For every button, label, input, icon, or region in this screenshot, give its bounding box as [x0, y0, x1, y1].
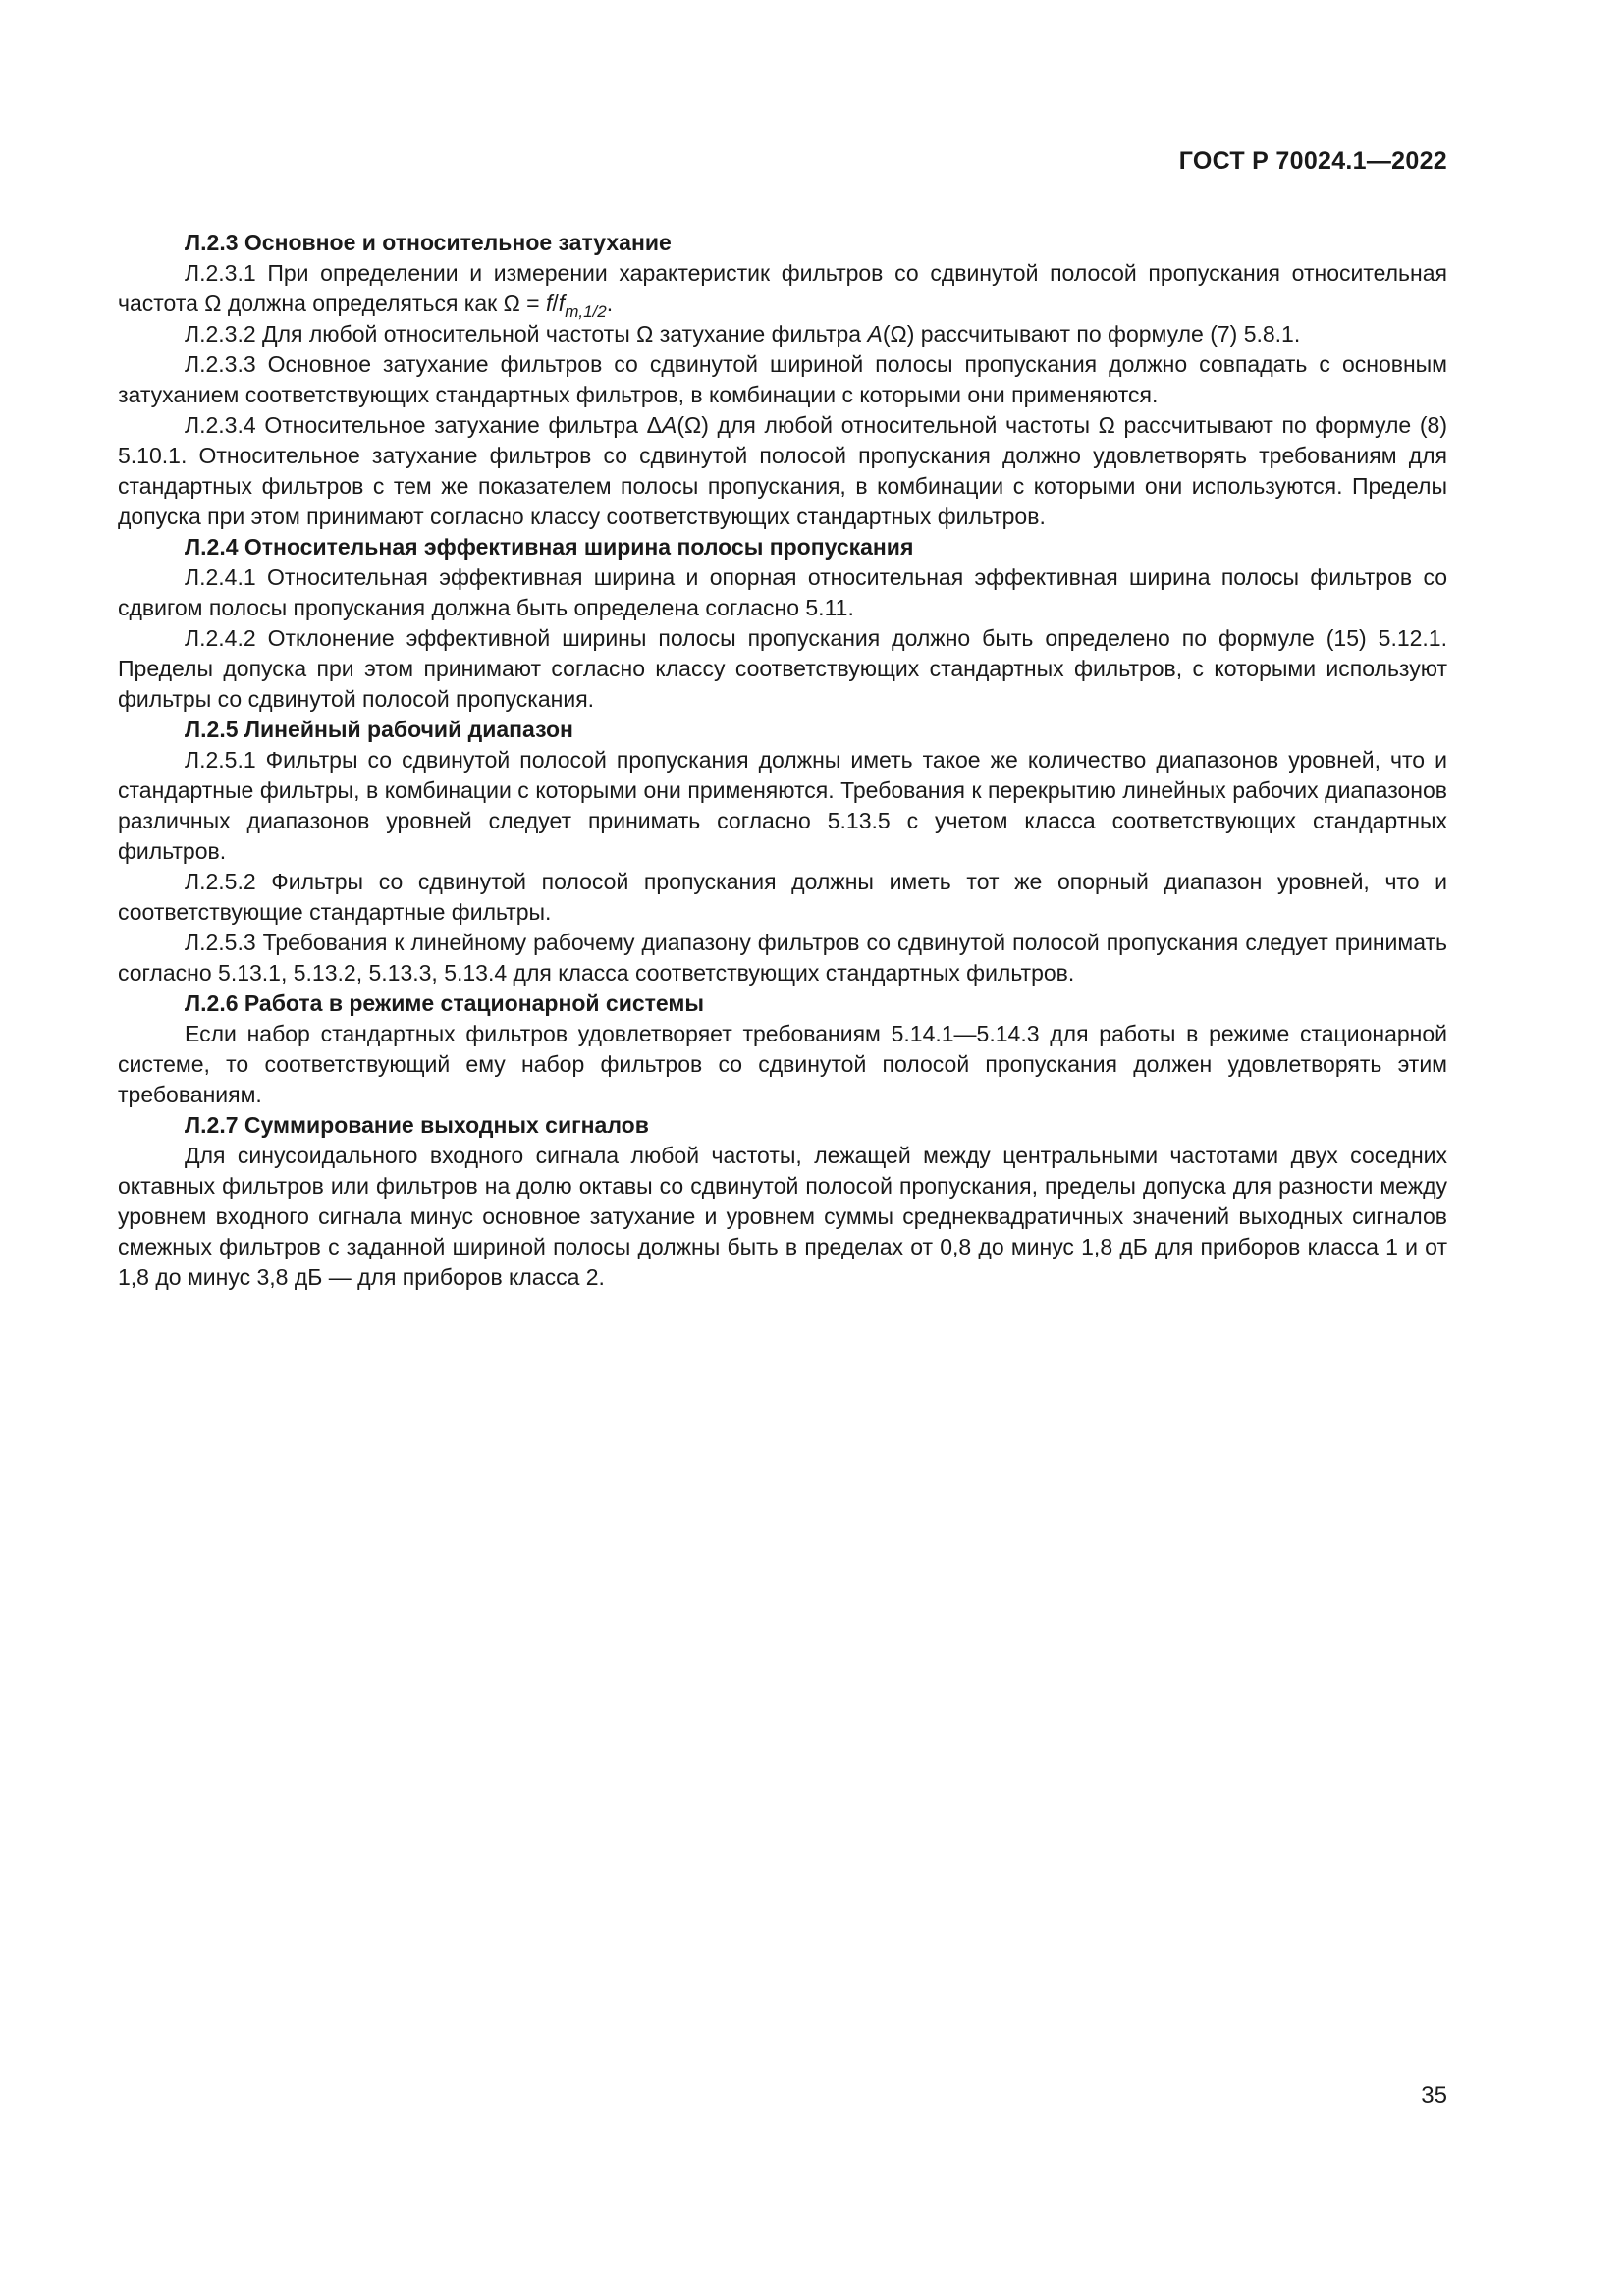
- paragraph-l242: Л.2.4.2 Отклонение эффективной ширины полосы пропускания должно быть определено по формуле (15) 5.12.1. Пределы допуска при этом принимают согласно классу соответствующих стандартных фильтров, с которыми используют фильтры со сдвинутой полосой пропускания.: [118, 625, 1447, 712]
- section-heading-l23: Л.2.3 Основное и относительное затухание: [185, 230, 672, 255]
- document-body: [118, 228, 1447, 1293]
- paragraph-l233: Л.2.3.3 Основное затухание фильтров со сдвинутой шириной полосы пропускания должно совпадать с основным затуханием соответствующих стандартных фильтров, в комбинации с которыми они применяются.: [118, 351, 1447, 407]
- paragraph-l252: Л.2.5.2 Фильтры со сдвинутой полосой пропускания должны иметь тот же опорный диапазон уровней, что и соответствующие стандартные фильтры.: [118, 869, 1447, 925]
- paragraph-l232: Л.2.3.2 Для любой относительной частоты Ω затухание фильтра A(Ω) рассчитывают по формуле (7) 5.8.1.: [185, 321, 1301, 347]
- paragraph-l251: Л.2.5.1 Фильтры со сдвинутой полосой пропускания должны иметь такое же количество диапазонов уровней, что и стандартные фильтры, в комбинации с которыми они применяются. Требования к перекрытию линейных рабочих диапазонов различных диапазонов уровней следует принимать согласно 5.13.5 с учетом класса соответствующих стандартных фильтров.: [118, 747, 1447, 864]
- section-heading-l24: Л.2.4 Относительная эффективная ширина полосы пропускания: [185, 534, 914, 560]
- paragraph-l241: Л.2.4.1 Относительная эффективная ширина и опорная относительная эффективная ширина полосы фильтров со сдвигом полосы пропускания должна быть определена согласно 5.11.: [118, 564, 1447, 620]
- document-code: ГОСТ Р 70024.1—2022: [1178, 147, 1447, 175]
- paragraph-l234: Л.2.3.4 Относительное затухание фильтра ΔA(Ω) для любой относительной частоты Ω рассчитывают по формуле (8) 5.10.1. Относительное затухание фильтров со сдвинутой полосой пропускания должно удовлетворять требованиям для стандартных фильтров с тем же показателем полосы пропускания, в комбинации с которыми они используются. Пределы допуска при этом принимают согласно классу соответствующих стандартных фильтров.: [118, 412, 1448, 529]
- paragraph-l231: Л.2.3.1 При определении и измерении характеристик фильтров со сдвинутой полосой пропускания относительная частота Ω должна определяться как $\Omega = f/f_{m,1/2}$.: [118, 260, 1447, 321]
- page-number: 35: [1421, 2082, 1447, 2109]
- section-heading-l27: Л.2.7 Суммирование выходных сигналов: [185, 1112, 649, 1138]
- section-heading-l25: Л.2.5 Линейный рабочий диапазон: [185, 717, 573, 742]
- paragraph-l27: Для синусоидального входного сигнала любой частоты, лежащей между центральными частотами двух соседних октавных фильтров или фильтров на долю октавы со сдвинутой полосой пропускания, пределы допуска для разности между уровнем входного сигнала минус основное затухание и уровнем суммы среднеквадратичных значений выходных сигналов смежных фильтров с заданной шириной полосы должны быть в пределах от 0,8 до минус 1,8 дБ для приборов класса 1 и от 1,8 до минус 3,8 дБ — для приборов класса 2.: [118, 1143, 1447, 1290]
- paragraph-l253: Л.2.5.3 Требования к линейному рабочему диапазону фильтров со сдвинутой полосой пропускания следует принимать согласно 5.13.1, 5.13.2, 5.13.3, 5.13.4 для класса соответствующих стандартных фильтров.: [118, 930, 1447, 986]
- section-heading-l26: Л.2.6 Работа в режиме стационарной системы: [185, 990, 705, 1016]
- paragraph-l26: Если набор стандартных фильтров удовлетворяет требованиям 5.14.1—5.14.3 для работы в режиме стационарной системе, то соответствующий ему набор фильтров со сдвинутой полосой пропускания должен удовлетворять этим требованиям.: [118, 1021, 1447, 1107]
